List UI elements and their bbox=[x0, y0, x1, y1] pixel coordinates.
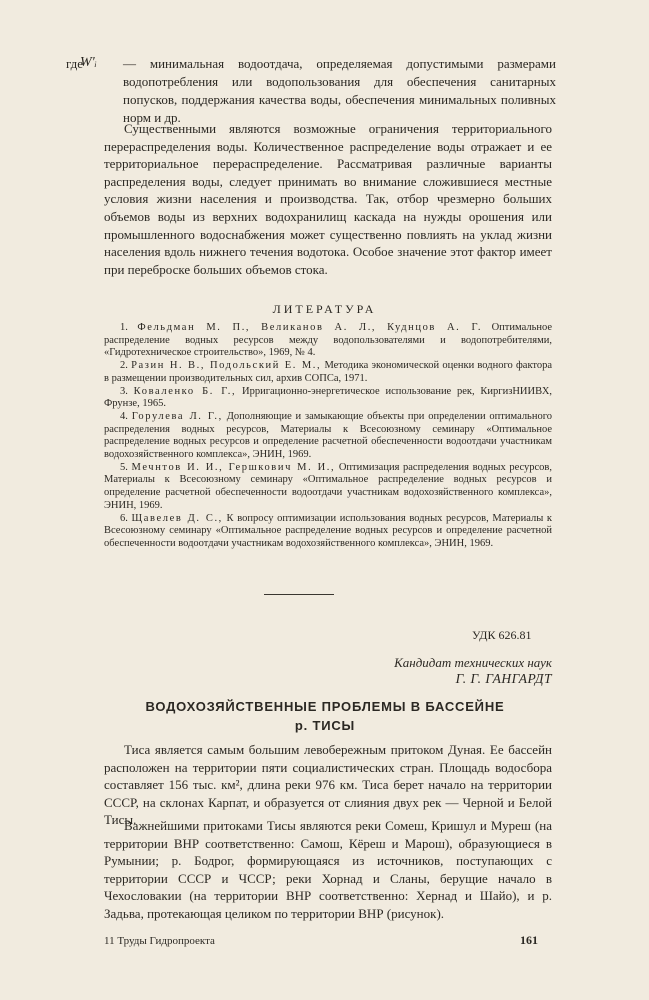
reference-authors: Разин Н. В., Подольский Е. М., bbox=[131, 360, 322, 372]
reference-item bbox=[104, 322, 552, 360]
formula-symbol: W'ᵢ bbox=[80, 55, 97, 70]
article-title bbox=[90, 697, 560, 735]
reference-number: 4. bbox=[120, 410, 128, 422]
reference-number: 2. bbox=[120, 360, 128, 372]
reference-authors: Мечнтов И. И., Гершкович М. И., bbox=[131, 461, 336, 473]
reference-text: К вопросу оптимизации использования водных ресурсов, Материалы к Всесоюзному семинару «Оптимальное распределение водных ресурсов и определение расчетной обеспеченности водоотдачи участникам водохозяйственного комплекса», ЭНИН, 1969. bbox=[104, 512, 553, 549]
reference-item bbox=[104, 386, 552, 411]
article-title-line-2: р. ТИСЫ bbox=[294, 718, 356, 733]
paragraph-tributaries: Важнейшими притоками Тисы являются реки Сомеш, Кришул и Муреш (на территории ВНР соответственно: Самош, Кёреш и Марош), образующиеся в Румынии; р. Бодрог, формирующаяся из источников, поступающих с территории СССР и ЧССР; реки Хорнад и Сланы, берущие начало в Чехословакии (на территории ВНР соответственно: Хернад и Шайо), и р. Задьва, протекающая целиком по территории ВНР (рисунок). bbox=[104, 818, 552, 921]
literature-heading: ЛИТЕРАТУРА bbox=[272, 302, 377, 316]
reference-item bbox=[104, 411, 552, 462]
footer-journal: 11 Труды Гидропроекта bbox=[104, 935, 215, 947]
where-description: — минимальная водоотдача, определяемая допустимыми размерами водопотребления или водопользования для обеспечения санитарных попусков, поддержания качества воды, обеспечения минимальных поливных норм и др. bbox=[123, 56, 556, 125]
reference-text: Оптимизация распределения водных ресурсов, Материалы к Всесоюзному семинару «Оптимальное распределение водных ресурсов и определение расчетной обеспеченности водоотдачи участникам водохозяйственного комплекса», ЭНИН, 1969. bbox=[104, 461, 553, 511]
reference-text: Методика экономической оценки водного фактора в размещении производительных сил, архив СОПСа, 1971. bbox=[104, 360, 553, 384]
where-definition bbox=[66, 55, 556, 127]
reference-text: Оптимальное распределение водных ресурсов между водопользователями и водопотребителями, «Гидротехническое строительство», 1969, № 4. bbox=[104, 322, 553, 359]
where-label: где bbox=[66, 56, 84, 71]
reference-number: 6. bbox=[120, 512, 128, 524]
reference-authors: Горулева Л. Г., bbox=[131, 410, 223, 422]
reference-text: Ирригационно-энергетическое использование рек, КиргизНИИВХ, Фрунзе, 1965. bbox=[104, 385, 553, 410]
reference-number: 1. bbox=[120, 322, 128, 333]
paragraph-tisa-intro: Тиса является самым большим левобережным притоком Дуная. Ее бассейн расположен на территории пяти социалистических стран. Площадь водосбора составляет 156 тыс. км², длина реки 976 км. Тиса берет начало на территории СССР, на склонах Карпат, и образуется от слияния двух рек — Черной и Белой Тисы. bbox=[104, 742, 552, 828]
paragraph-redistribution: Существенными являются возможные ограничения территориального перераспределения воды. Количественное распределение воды отражает и ее территориальное перераспределение. Рассматривая различные варианты распределения воды, следует принимать во внимание сложившиеся местные условия жизни населения и производства. Так, отбор чрезмерно больших объемов воды из верхних водохранилищ каскада на нужды орошения или промышленного водоснабжения может существенно повлиять на уклад жизни населения вдоль нижнего течения водотока. Особое значение этот фактор имеет при переброске больших объемов стока. bbox=[104, 121, 552, 277]
section-divider bbox=[264, 594, 334, 595]
reference-authors: Фельдман М. П., Великанов А. Л., Куднцов А. Г. bbox=[137, 322, 483, 333]
reference-item bbox=[104, 513, 552, 551]
reference-authors: Щавелев Д. С., bbox=[131, 512, 223, 524]
page-number: 161 bbox=[520, 933, 538, 947]
reference-number: 5. bbox=[120, 461, 128, 473]
author-degree: Кандидат технических наук bbox=[394, 655, 552, 670]
author-name: Г. Г. ГАНГАРДТ bbox=[455, 671, 552, 686]
reference-item bbox=[104, 360, 552, 385]
reference-list bbox=[104, 322, 552, 551]
udk-code: УДК 626.81 bbox=[472, 628, 532, 642]
article-title-line-1: ВОДОХОЗЯЙСТВЕННЫЕ ПРОБЛЕМЫ В БАССЕЙНЕ bbox=[145, 699, 505, 714]
reference-authors: Коваленко Б. Г., bbox=[133, 385, 237, 397]
reference-number: 3. bbox=[120, 385, 128, 397]
reference-text: Дополняющие и замыкающие объекты при определении оптимального распределения водных ресурсов, Материалы к Всесоюзному семинару «Оптимальное распределение водных ресурсов и определение расчетной обеспеченности водоотдачи участникам водохозяйственного комплекса», ЭНИН, 1969. bbox=[104, 410, 553, 461]
reference-item bbox=[104, 462, 552, 513]
